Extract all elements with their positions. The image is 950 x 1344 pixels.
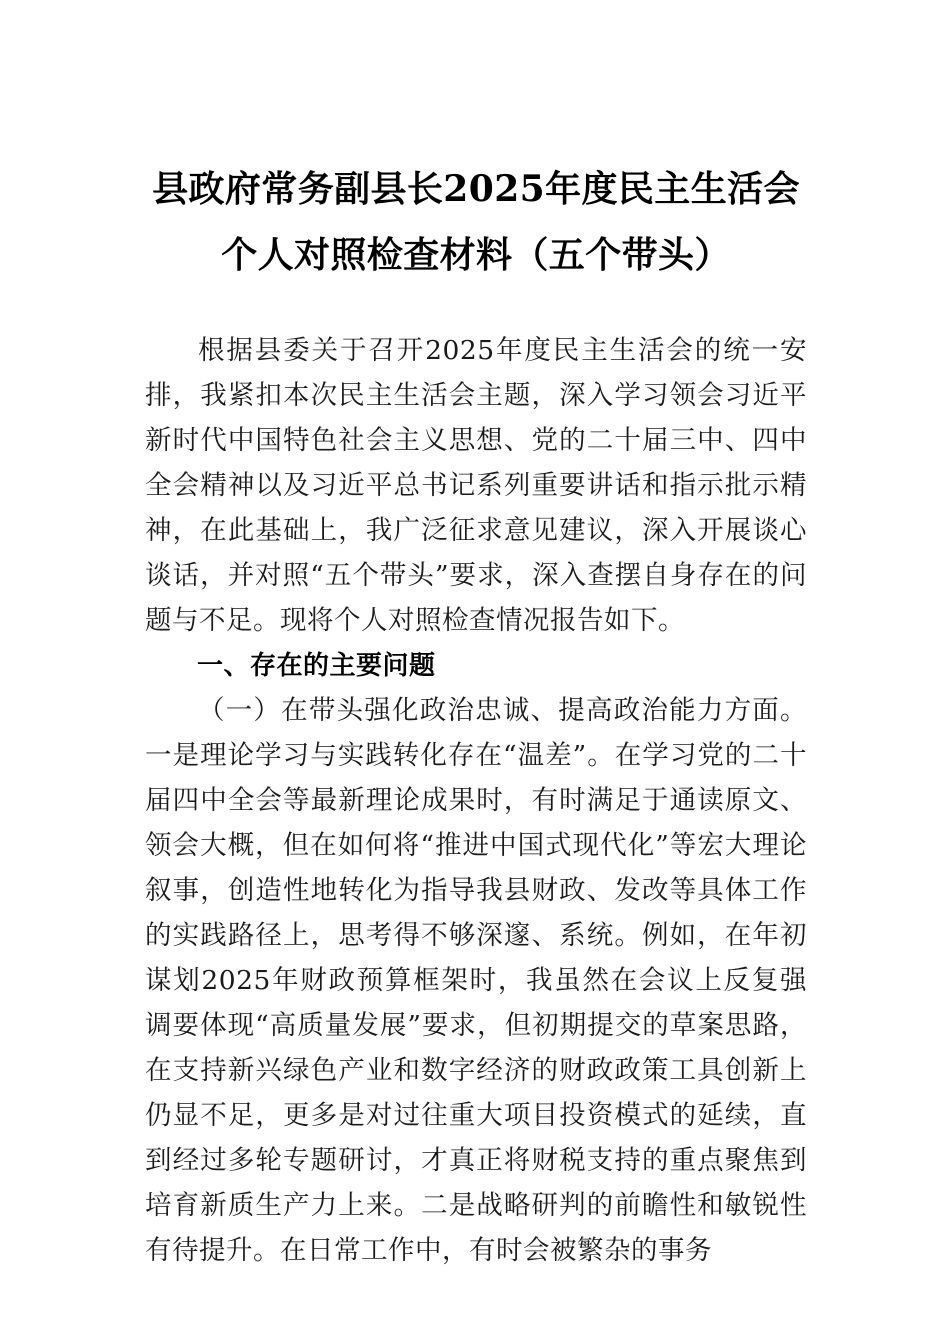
section-heading-1: 一、存在的主要问题 bbox=[197, 650, 436, 680]
paragraph-intro: 根据县委关于召开2025年度民主生活会的统一安排，我紧扣本次民主生活会主题，深入学习领会习近平新时代中国特色社会主义思想、党的二十届三中、四中全会精神以及习近平总书记系列重要讲话和指示批示精神，在此基础上，我广泛征求意见建议，深入开展谈心谈话，并对照“五个带头”要求，深入查摆自身存在的问题与不足。现将个人对照检查情况报告如下。 bbox=[145, 335, 807, 636]
page-title: 县政府常务副县长2025年度民主生活会个人对照检查材料（五个带头） bbox=[152, 168, 800, 276]
document-content bbox=[145, 0, 807, 1273]
paragraph-section-1-1: （一）在带头强化政治忠诚、提高政治能力方面。一是理论学习与实践转化存在“温差”。在学习党的二十届四中全会等最新理论成果时，有时满足于通读原文、领会大概，但在如何将“推进中国式现代化”等宏大理论叙事，创造性地转化为指导我县财政、发改等具体工作的实践路径上，思考得不够深邃、系统。例如，在年初谋划2025年财政预算框架时，我虽然在会议上反复强调要体现“高质量发展”要求，但初期提交的草案思路，在支持新兴绿色产业和数字经济的财政政策工具创新上仍显不足，更多是对过往重大项目投资模式的延续，直到经过多轮专题研讨，才真正将财税支持的重点聚焦到培育新质生产力上来。二是战略研判的前瞻性和敏锐性有待提升。在日常工作中，有时会被繁杂的事务 bbox=[145, 695, 807, 1266]
